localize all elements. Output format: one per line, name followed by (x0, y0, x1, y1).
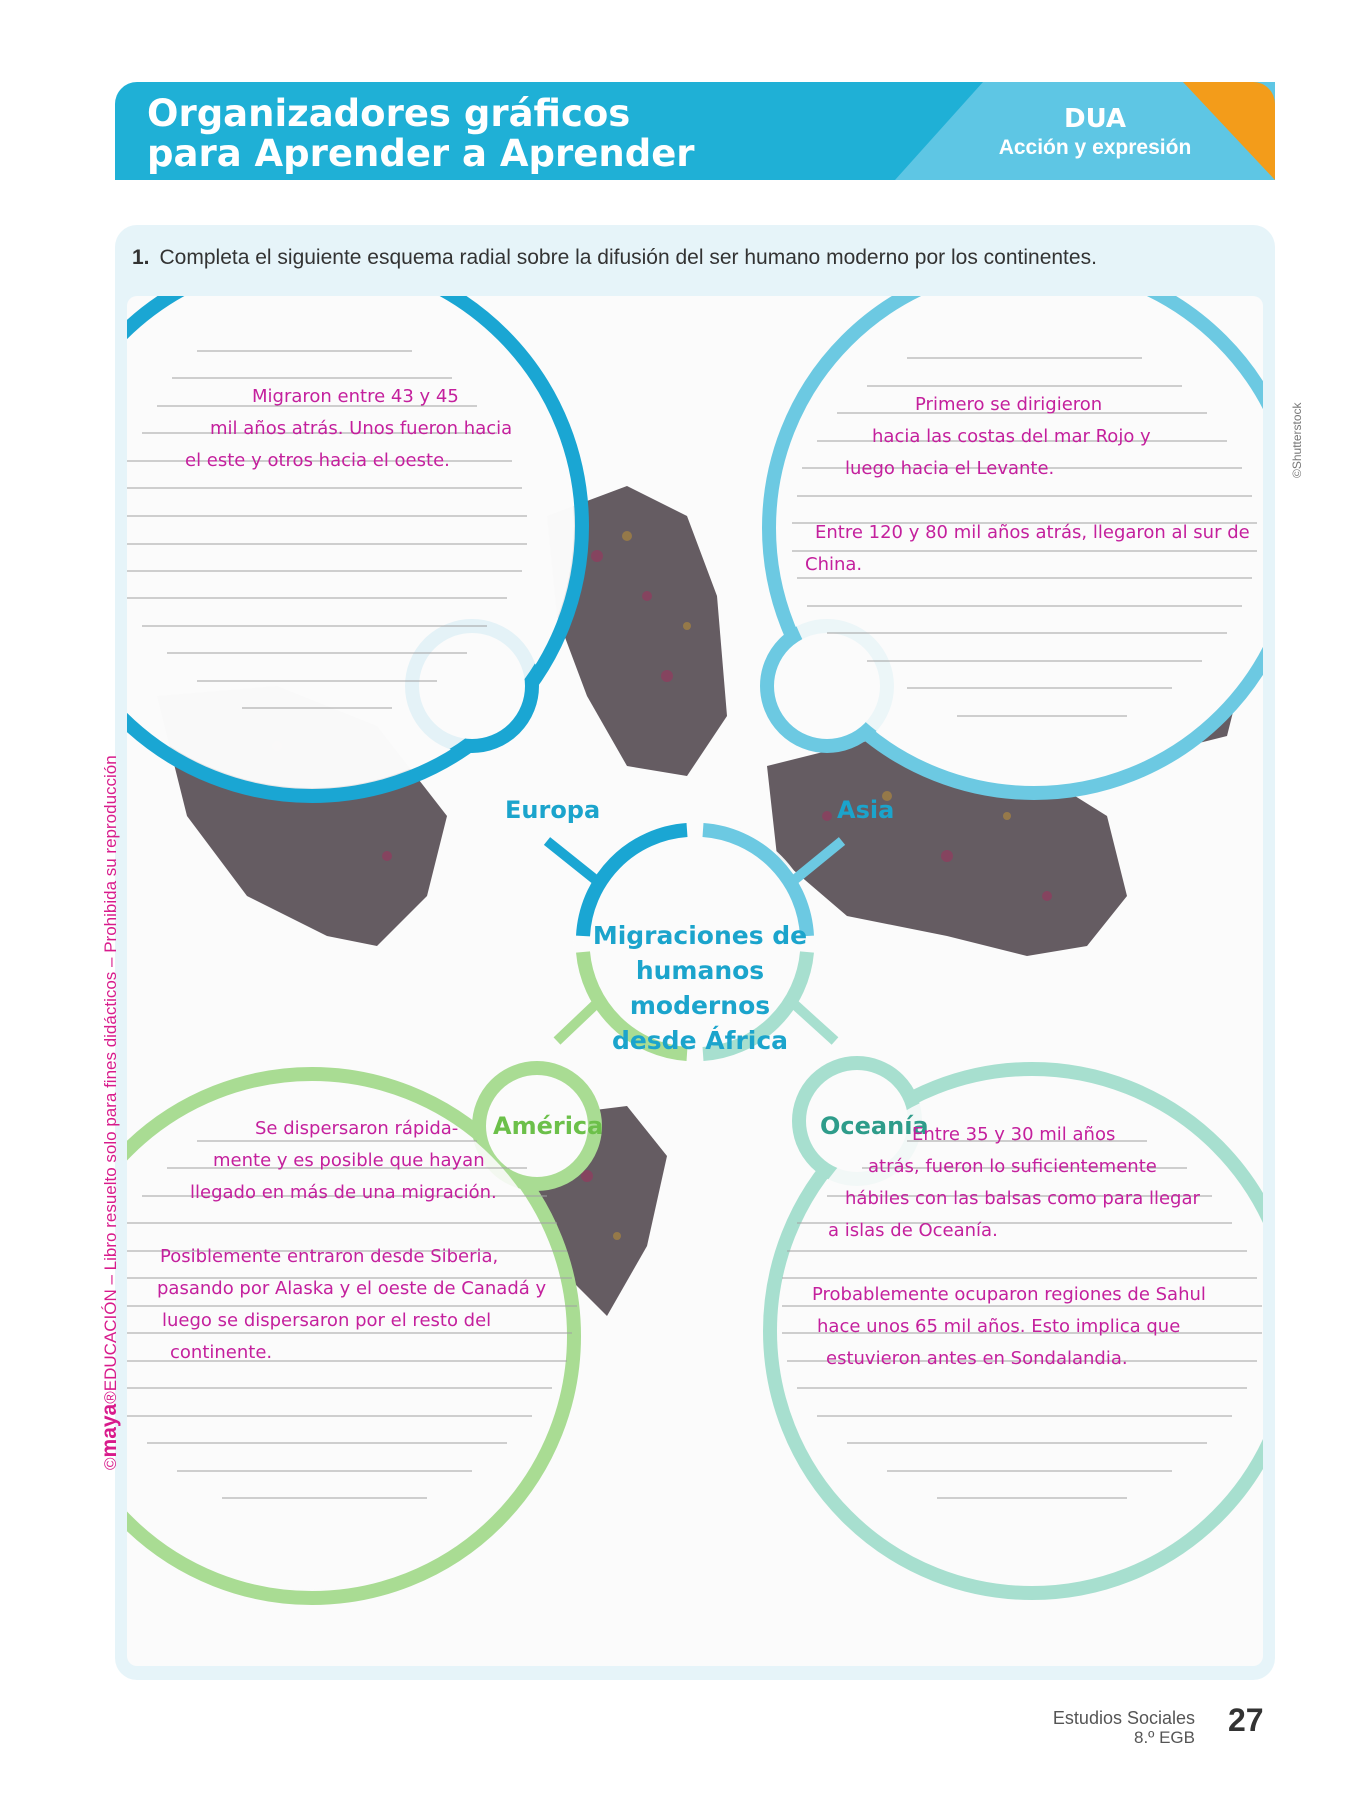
dua-badge-subtitle: Acción y expresión (998, 136, 1192, 159)
footer-subject: Estudios Sociales (1052, 1708, 1195, 1728)
america-answer-1: Se dispersaron rápida- (255, 1118, 459, 1139)
asia-bubble (767, 296, 1263, 793)
europa-bubble (127, 296, 582, 796)
center-title-line1: Migraciones de (592, 921, 808, 950)
asia-answer-4: Entre 120 y 80 mil años atrás, llegaron al sur de (815, 522, 1250, 543)
america-answer-5: pasando por Alaska y el oeste de Canadá y (157, 1278, 547, 1299)
america-answer-2: mente y es posible que hayan (213, 1150, 485, 1171)
asia-answer-1: Primero se dirigieron (915, 394, 1103, 415)
europa-answer-3: el este y otros hacia el oeste. (185, 450, 450, 471)
center-title (580, 918, 820, 1058)
brand-logo: maya (98, 1403, 121, 1458)
america-answer-3: llegado en más de una migración. (190, 1182, 497, 1203)
footer-grade: 8.º EGB (1133, 1728, 1195, 1747)
oceania-answer-3: hábiles con las balsas como para llegar (845, 1188, 1200, 1209)
europa-answer-1: Migraron entre 43 y 45 (252, 386, 459, 407)
copyright-text: ®EDUCACIÓN – Libro resuelto solo para fines didácticos – Prohibida su reproducción (101, 755, 120, 1404)
center-title-line3: desde África (611, 1026, 789, 1055)
oceania-answer-1: Entre 35 y 30 mil años (912, 1124, 1116, 1145)
america-answer-6: luego se dispersaron por el resto del (162, 1310, 492, 1331)
asia-answer-2: hacia las costas del mar Rojo y (872, 426, 1151, 447)
oceania-answer-5: Probablemente ocuparon regiones de Sahul (812, 1284, 1206, 1305)
instruction-text: Completa el siguiente esquema radial sobre la difusión del ser humano moderno por los continentes. (159, 246, 1097, 269)
oceania-answer-4: a islas de Oceanía. (828, 1220, 998, 1241)
instruction-number: 1. (132, 246, 150, 269)
europa-label: Europa (505, 796, 601, 824)
photo-credit: ©Shutterstock (1290, 402, 1304, 478)
copyright-symbol: © (101, 1457, 120, 1470)
oceania-answer-2: atrás, fueron lo suficientemente (868, 1156, 1157, 1177)
america-label: América (493, 1112, 604, 1140)
center-title-line2: humanos modernos (629, 956, 771, 1020)
section-title-line2: para Aprender a Aprender (147, 132, 695, 175)
america-answer-4: Posiblemente entraron desde Siberia, (160, 1246, 499, 1267)
oceania-label: Oceanía (820, 1112, 929, 1140)
copyright-notice (98, 755, 122, 1470)
page-number: 27 (1228, 1702, 1264, 1738)
dua-badge-title: DUA (1063, 104, 1127, 134)
asia-answer-5: China. (805, 554, 863, 575)
instruction (132, 246, 1097, 270)
asia-label: Asia (837, 796, 895, 824)
america-answer-7: continente. (170, 1342, 273, 1363)
asia-answer-3: luego hacia el Levante. (845, 458, 1055, 479)
oceania-answer-7: estuvieron antes en Sondalandia. (826, 1348, 1128, 1369)
section-title-line1: Organizadores gráficos (147, 92, 631, 135)
oceania-answer-6: hace unos 65 mil años. Esto implica que (817, 1316, 1181, 1337)
europa-answer-2: mil años atrás. Unos fueron hacia (210, 418, 513, 439)
section-title (147, 94, 695, 174)
